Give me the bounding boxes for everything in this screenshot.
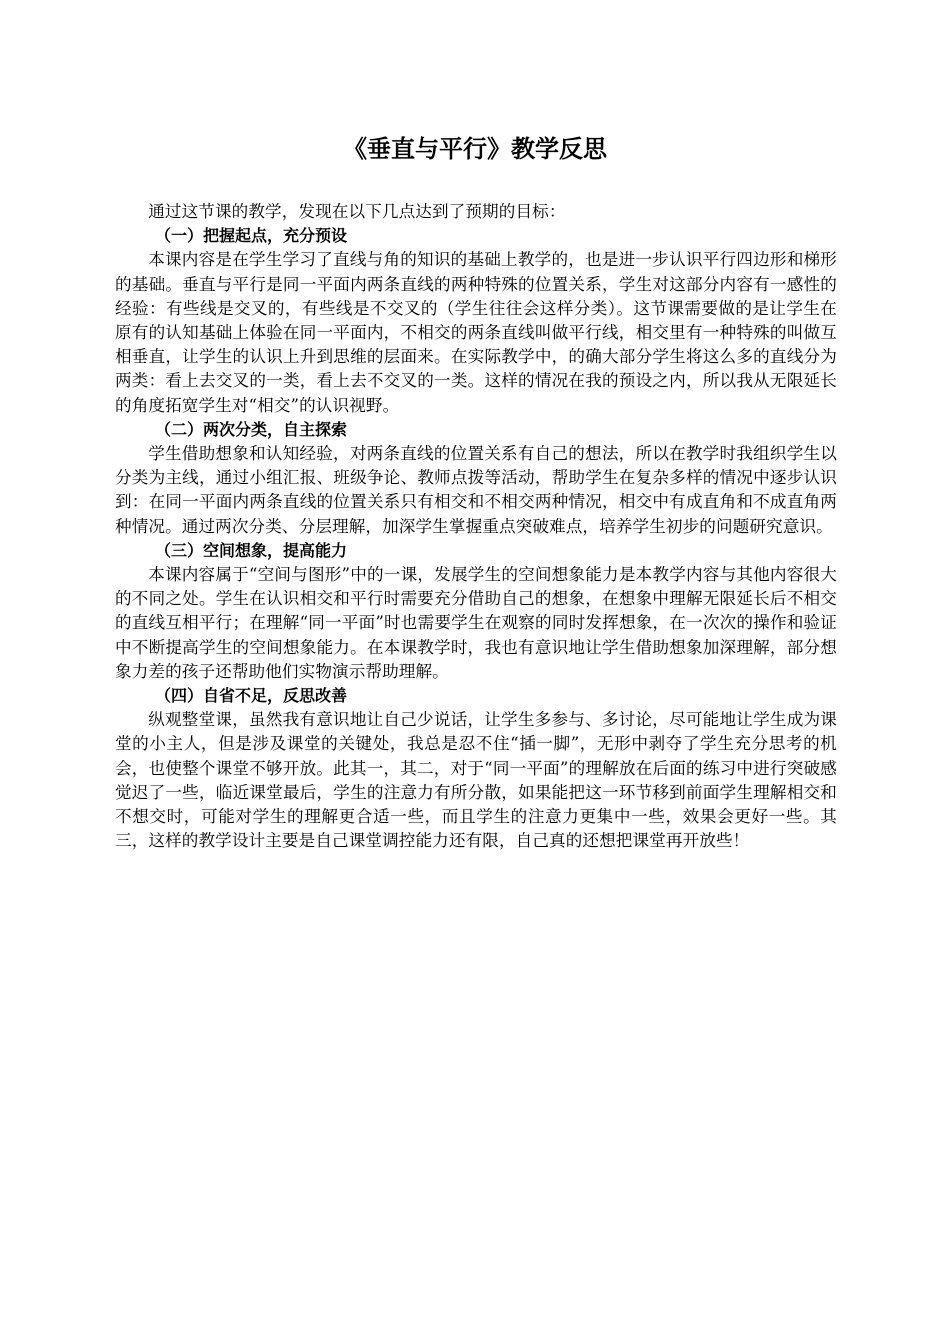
document-body <box>115 200 837 853</box>
section-paragraph: 学生借助想象和认知经验，对两条直线的位置关系有自己的想法，所以在教学时我组织学生以分类为主线，通过小组汇报、班级争论、教师点拨等活动，帮助学生在复杂多样的情况中逐步认识到：在同一平面内两条直线的位置关系只有相交和不相交两种情况，相交中有成直角和不成直角两种情况。通过两次分类、分层理解，加深学生掌握重点突破难点，培养学生初步的问题研究意识。 <box>115 444 837 536</box>
intro-paragraph: 通过这节课的教学，发现在以下几点达到了预期的目标： <box>148 202 566 221</box>
section-4 <box>115 684 837 853</box>
section-2 <box>115 418 837 539</box>
section-3 <box>115 539 837 684</box>
section-paragraph: 本课内容属于“空间与图形”中的一课，发展学生的空间想象能力是本教学内容与其他内容很大的不同之处。学生在认识相交和平行时需要充分借助自己的想象，在想象中理解无限延长后不相交的直线互相平行；在理解“同一平面”时也需要学生在观察的同时发挥想象，在一次次的操作和验证中不断提高学生的空间想象能力。在本课教学时，我也有意识地让学生借助想象加深理解，部分想象力差的孩子还帮助他们实物演示帮助理解。 <box>115 565 837 681</box>
section-heading: （三）空间想象，提高能力 <box>155 540 348 560</box>
section-paragraph: 纵观整堂课，虽然我有意识地让自己少说话，让学生多参与、多讨论，尽可能地让学生成为课堂的小主人，但是涉及课堂的关键处，我总是忍不住“插一脚”，无形中剥夺了学生充分思考的机会，也使整个课堂不够开放。此其一，其二，对于“同一平面”的理解放在后面的练习中进行突破感觉迟了一些，临近课堂最后，学生的注意力有所分散，如果能把这一环节移到前面学生理解相交和不想交时，可能对学生的理解更合适一些，而且学生的注意力更集中一些，效果会更好一些。其三，这样的教学设计主要是自己课堂调控能力还有限，自己真的还想把课堂再开放些！ <box>115 710 837 851</box>
section-heading: （二）两次分类，自主探索 <box>155 419 348 439</box>
section-heading: （四）自省不足，反思改善 <box>155 686 348 706</box>
section-paragraph: 本课内容是在学生学习了直线与角的知识的基础上教学的，也是进一步认识平行四边形和梯形的基础。垂直与平行是同一平面内两条直线的两种特殊的位置关系，学生对这部分内容有一感性的经验：有些线是交叉的，有些线是不交叉的（学生往往会这样分类）。这节课需要做的是让学生在原有的认知基础上体验在同一平面内，不相交的两条直线叫做平行线，相交里有一种特殊的叫做互相垂直，让学生的认识上升到思维的层面来。在实际教学中，的确大部分学生将这么多的直线分为两类：看上去交叉的一类，看上去不交叉的一类。这样的情况在我的预设之内，所以我从无限延长的角度拓宽学生对“相交”的认识视野。 <box>115 250 837 415</box>
section-heading: （一）把握起点，充分预设 <box>155 226 348 246</box>
section-1 <box>115 224 837 418</box>
document-title: 《垂直与平行》教学反思 <box>343 135 607 163</box>
